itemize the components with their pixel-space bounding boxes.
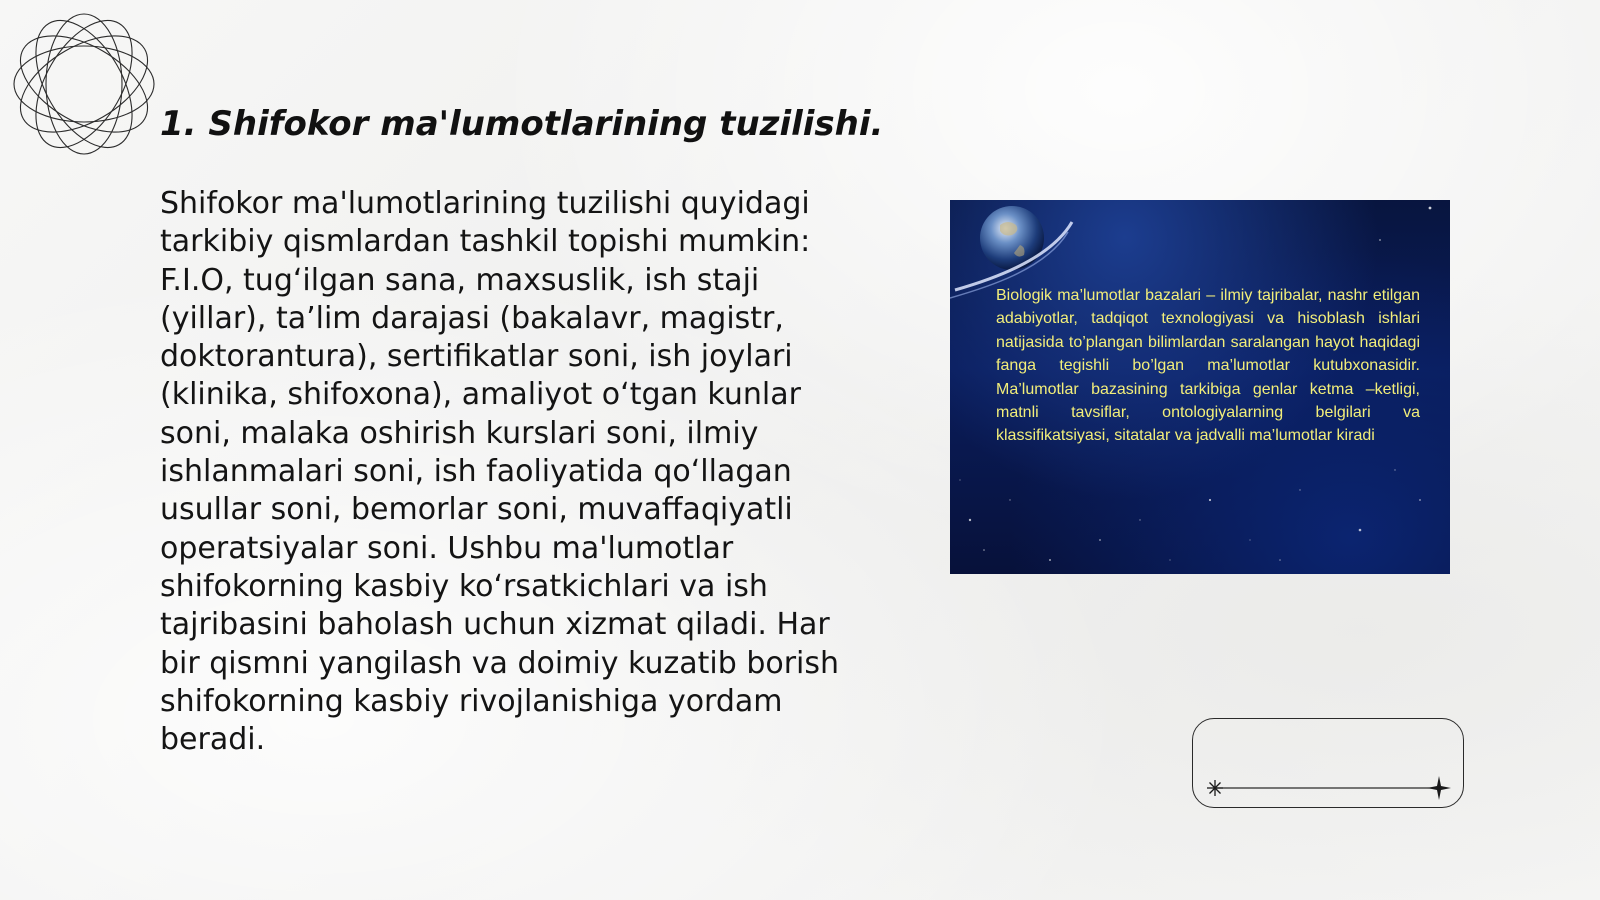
slide-title: 1. Shifokor ma'lumotlarining tuzilishi.	[160, 104, 884, 144]
sparkle-star-icon	[1207, 780, 1223, 796]
decorative-line	[1193, 719, 1465, 809]
rosette-ornament-icon	[10, 10, 158, 158]
space-image-panel	[950, 200, 1450, 574]
decorative-rounded-box	[1192, 718, 1464, 808]
body-paragraph: Shifokor ma'lumotlarining tuzilishi quyidagi tarkibiy qismlardan tashkil topishi mumkin: F.I.O, tug‘ilgan sana, maxsuslik, ish staji (yillar), ta’lim darajasi (bakalavr, magistr, doktorantura), sertifikatlar soni, ish joylari (klinika, shifoxona), amaliyot o‘tgan kunlar soni, malaka oshirish kurslari soni, ilmiy ishlanmalari soni, ish faoliyatida qo‘llagan usullar soni, bemorlar soni, muvaffaqiyatli operatsiyalar soni. Ushbu ma'lumotlar shifokorning kasbiy ko‘rsatkichlari va ish tajribasini baholash uchun xizmat qiladi. Har bir qismni yangilash va doimiy kuzatib borish shifokorning kasbiy rivojlanishiga yordam beradi.	[160, 186, 840, 758]
image-caption-text: Biologik ma’lumotlar bazalari – ilmiy tajribalar, nashr etilgan adabiyotlar, tadqiqot texnologiyasi va hisoblash ishlari natijasida to’plangan bilimlardan saralangan hayot haqidagi fanga tegishli bo’lgan ma’lumotlar kutubxonasidir. Ma’lumotlar bazasining tarkibiga genlar ketma –ketligi, matnli tavsiflar, ontologiyalarning belgilari va klassifikatsiyasi, sitatalar va jadvalli ma’lumotlar kiradi	[996, 287, 1420, 445]
four-point-star-icon	[1427, 776, 1451, 800]
